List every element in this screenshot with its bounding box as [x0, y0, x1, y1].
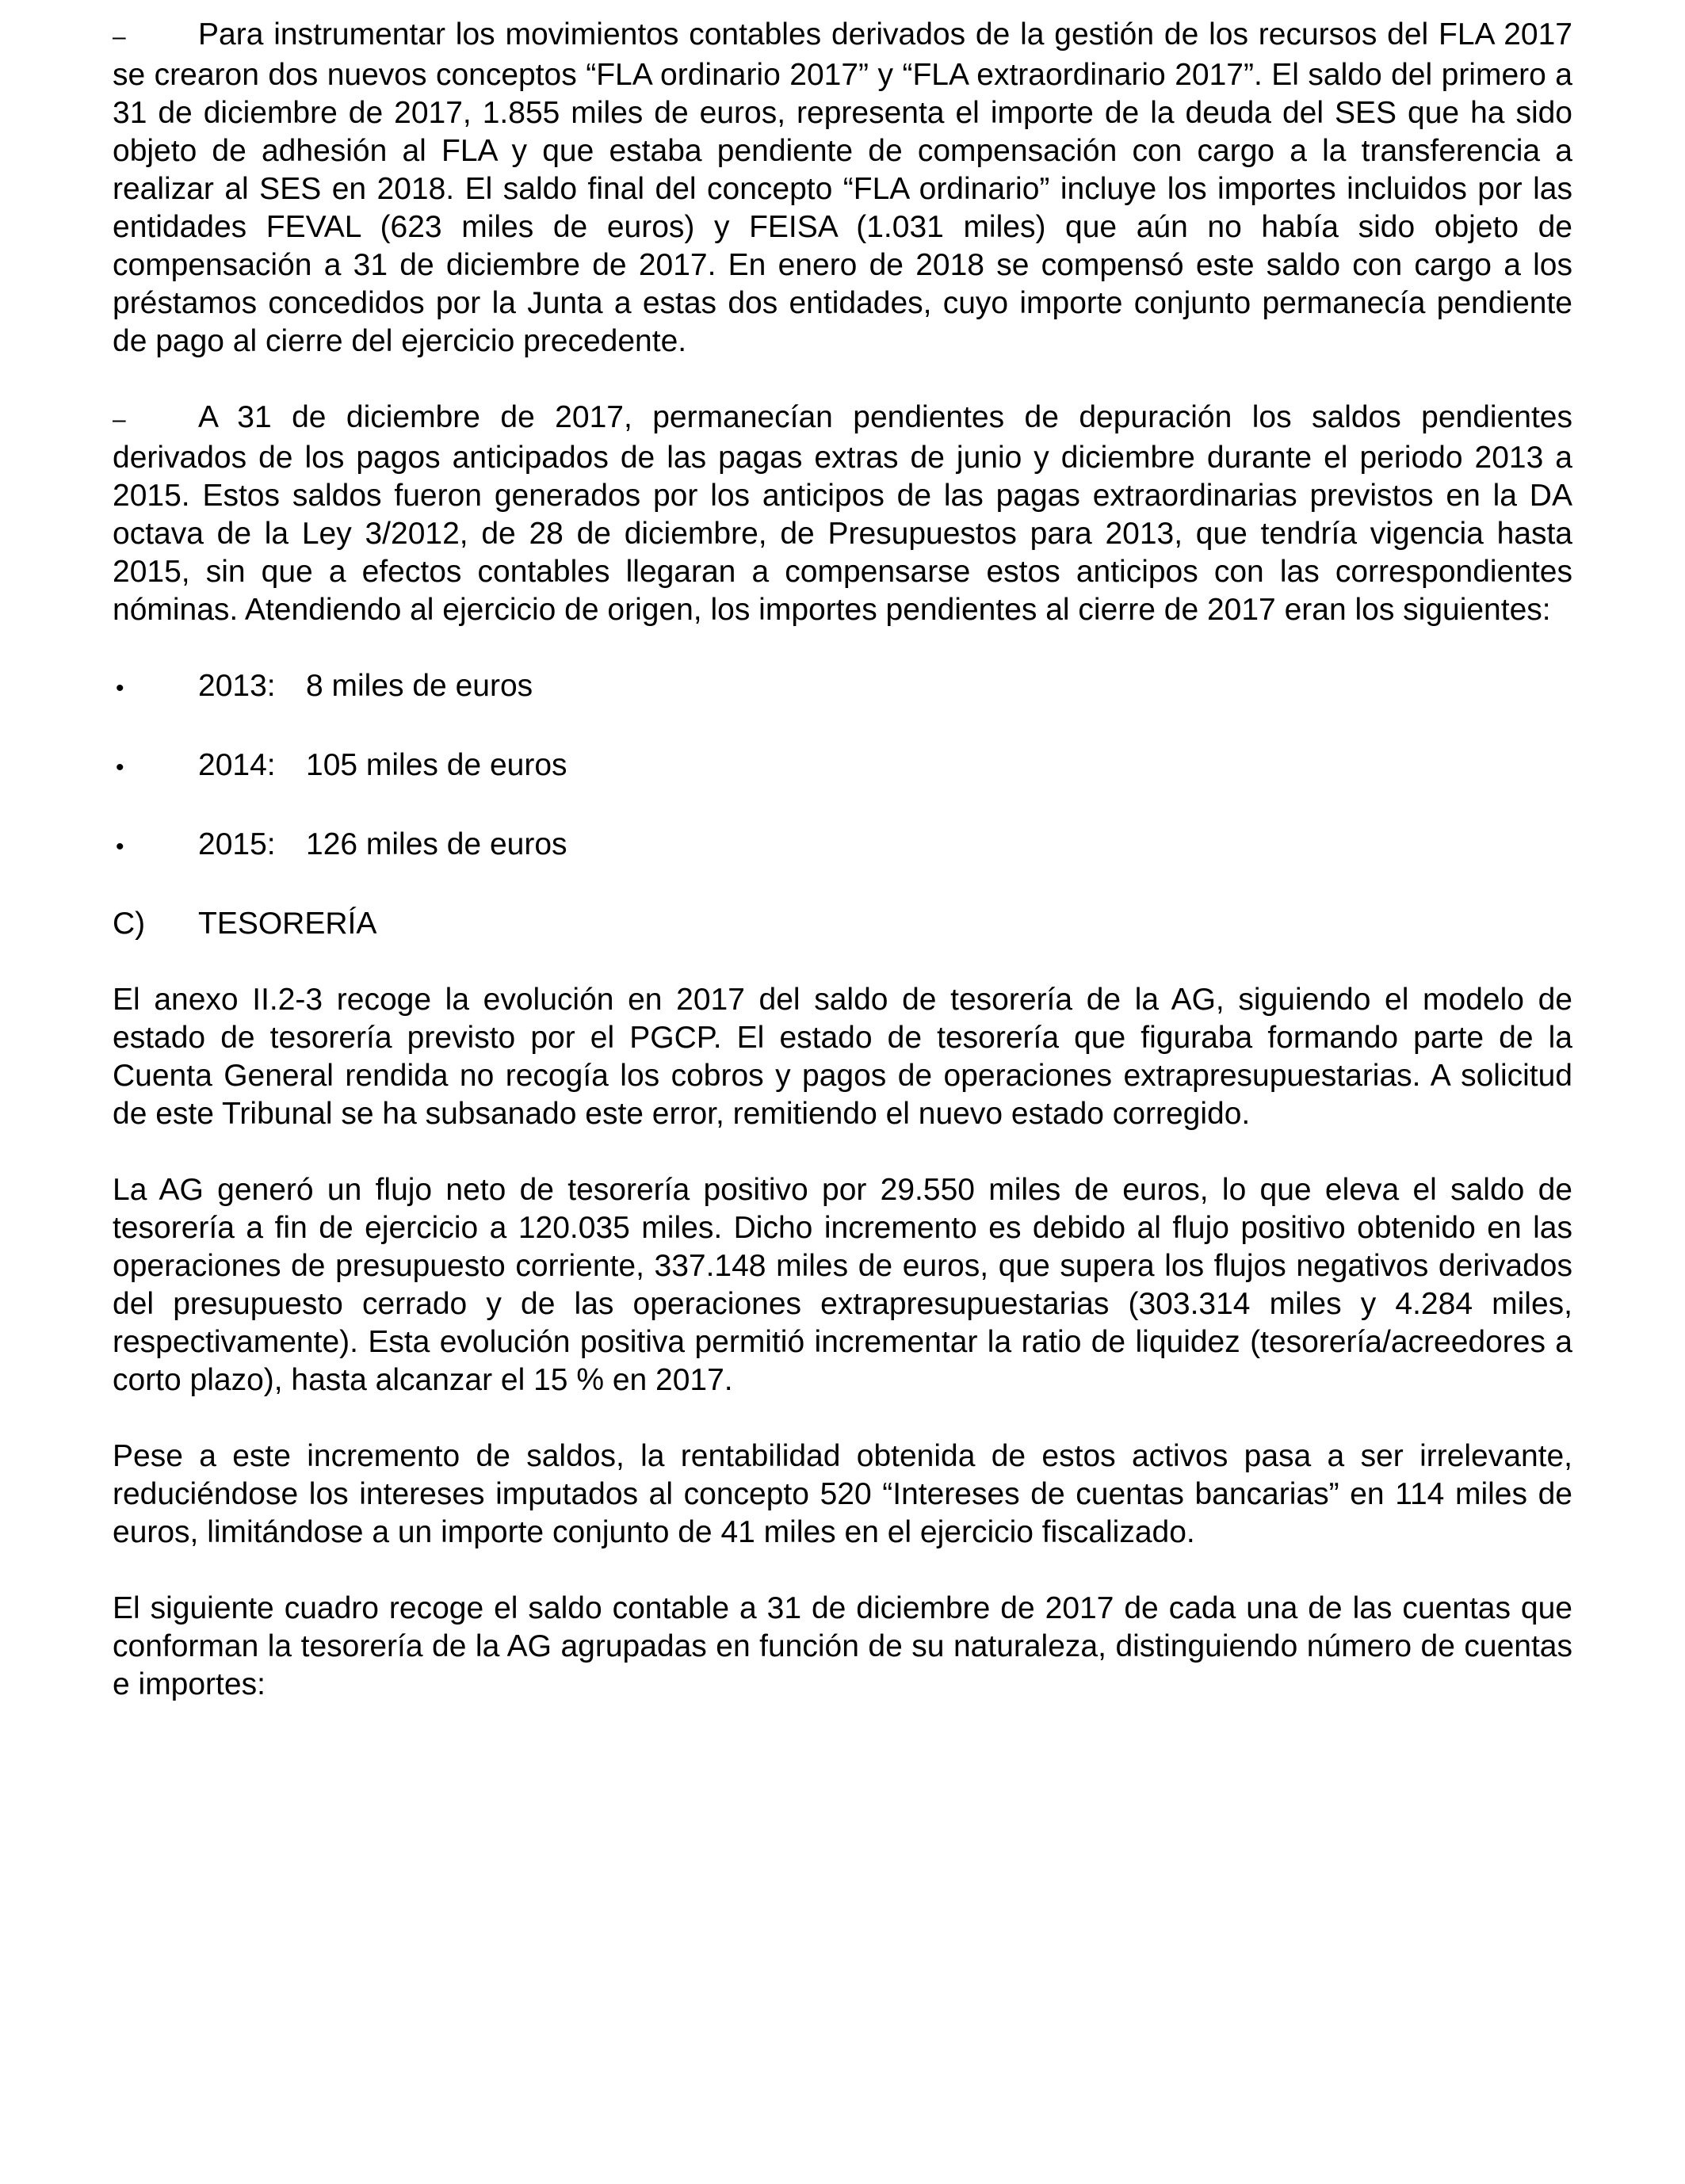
bullet-marker: •: [116, 754, 124, 781]
list-item-amount: 126 miles de euros: [306, 827, 567, 861]
paragraph-fla: [113, 16, 1572, 361]
list-item-amount: 8 miles de euros: [306, 669, 533, 703]
list-item: [113, 826, 1572, 866]
paragraph-cuadro: El siguiente cuadro recoge el saldo contable a 31 de diciembre de 2017 de cada una de las cuentas que conforman la tesorería de la AG agrupadas en función de su naturaleza, distinguiendo número de cuentas e importes:: [113, 1591, 1572, 1701]
list-item-year: 2015:: [198, 827, 276, 861]
section-heading-tesoreria: [113, 905, 1572, 943]
document-body: [113, 16, 1572, 1742]
bullet-marker: •: [116, 675, 124, 701]
list-item: [113, 667, 1572, 708]
section-marker: C): [113, 907, 146, 941]
dash-marker: –: [113, 24, 126, 50]
paragraph-fla-text: Para instrumentar los movimientos contables derivados de la gestión de los recursos del FLA 2017 se crearon dos nuevos conceptos “FLA ordinario 2017” y “FLA extraordinario 2017”. El saldo del primero a 31 de diciembre de 2017, 1.855 miles de euros, representa el importe de la deuda del SES que ha sido objeto de adhesión al FLA y que estaba pendiente de compensación con cargo a la transferencia a realizar al SES en 2018. El saldo final del concepto “FLA ordinario” incluye los importes incluidos por las entidades FEVAL (623 miles de euros) y FEISA (1.031 miles) que aún no había sido objeto de compensación a 31 de diciembre de 2017. En enero de 2018 se compensó este saldo con cargo a los préstamos concedidos por la Junta a estas dos entidades, cuyo importe conjunto permanecía pendiente de pago al cierre del ejercicio precedente.: [113, 17, 1572, 358]
paragraph-pagas: [113, 399, 1572, 629]
paragraph-pagas-text: A 31 de diciembre de 2017, permanecían pendientes de depuración los saldos pendientes derivados de los pagos anticipados de las pagas extras de junio y diciembre durante el periodo 2013 a 2015. Estos saldos fueron generados por los anticipos de las pagas extraordinarias previstos en la DA octava de la Ley 3/2012, de 28 de diciembre, de Presupuestos para 2013, que tendría vigencia hasta 2015, sin que a efectos contables llegaran a compensarse estos anticipos con las correspondientes nóminas. Atendiendo al ejercicio de origen, los importes pendientes al cierre de 2017 eran los siguientes:: [113, 400, 1572, 627]
amounts-list: [113, 667, 1572, 866]
dash-marker: –: [113, 407, 126, 433]
paragraph-flujo: La AG generó un flujo neto de tesorería positivo por 29.550 miles de euros, lo que eleva el saldo de tesorería a fin de ejercicio a 120.035 miles. Dicho incremento es debido al flujo positivo obtenido en las operaciones de presupuesto corriente, 337.148 miles de euros, que supera los flujos negativos derivados del presupuesto cerrado y de las operaciones extrapresupuestarias (303.314 miles y 4.284 miles, respectivamente). Esta evolución positiva permitió incrementar la ratio de liquidez (tesorería/acreedores a corto plazo), hasta alcanzar el 15 % en 2017.: [113, 1173, 1572, 1397]
section-title: TESORERÍA: [198, 907, 377, 941]
list-item-year: 2013:: [198, 669, 276, 703]
list-item: [113, 746, 1572, 787]
bullet-marker: •: [116, 834, 124, 860]
list-item-amount: 105 miles de euros: [306, 748, 567, 782]
paragraph-rentabilidad: Pese a este incremento de saldos, la rentabilidad obtenida de estos activos pasa a ser irrelevante, reduciéndose los intereses imputados al concepto 520 “Intereses de cuentas bancarias” en 114 miles de euros, limitándose a un importe conjunto de 41 miles en el ejercicio fiscalizado.: [113, 1439, 1572, 1549]
paragraph-anexo: El anexo II.2-3 recoge la evolución en 2017 del saldo de tesorería de la AG, siguiendo el modelo de estado de tesorería previsto por el PGCP. El estado de tesorería que figuraba formando parte de la Cuenta General rendida no recogía los cobros y pagos de operaciones extrapresupuestarias. A solicitud de este Tribunal se ha subsanado este error, remitiendo el nuevo estado corregido.: [113, 983, 1572, 1131]
list-item-year: 2014:: [198, 748, 276, 782]
